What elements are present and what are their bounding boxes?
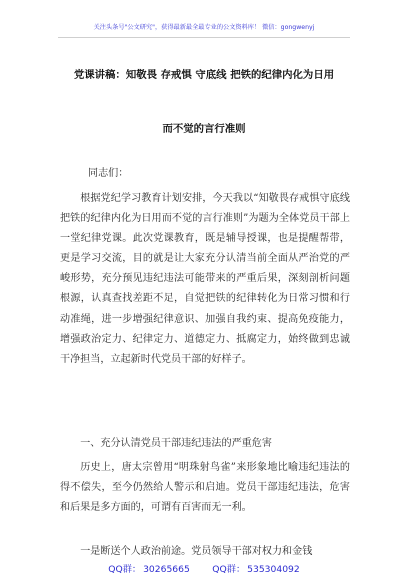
document-title-line-2: 而不觉的言行准则 — [162, 123, 246, 135]
paragraph-history: 历史上，唐太宗曾用“明珠射鸟雀”来形象地比喻违纪违法的得不偿失，至今仍然给人警示和启迪。党员干部违纪违法，危害和后果是多方面的，可谓有百害而无一利。 — [60, 462, 350, 514]
paragraph-intro: 根据党纪学习教育计划安排，今天我以“知敬畏存戒惧守底线把铁的纪律内化为日用而不觉的言行准则”为题为全体党员干部上一堂纪律党课。此次党课教育，既是辅导授课，也是提醒帮带，更是学习交流，目的就是让大家充分认清当前全面从严治党的严峻形势，充分预见违纪违法可能带来的严重后果，深刻剖析问题根源，认真查找差距不足，自觉把铁的纪律转化为日常习惯和行动准绳，进一步增强纪律意识、加强自我约束、提高免疫能力，增强政治定力、纪律定力、道德定力、抵腐定力，始终做到忠诚干净担当，立起新时代党员干部的好样子。 — [60, 193, 350, 365]
header-divider — [58, 37, 350, 38]
paragraph-point-one: 一是断送个人政治前途。党员领导干部对权力和金钱 — [80, 546, 313, 557]
footer-qq-label-1: QQ群： — [108, 564, 142, 575]
footer-qq-number-1: 30265665 — [143, 564, 190, 575]
footer-qq-label-2: QQ群： — [212, 564, 246, 575]
document-title-line-1: 党课讲稿：知敬畏 存戒惧 守底线 把铁的纪律内化为日用 — [73, 69, 335, 81]
footer-contact — [0, 561, 408, 575]
salutation: 同志们： — [88, 168, 129, 179]
footer-qq-number-2: 535304092 — [247, 564, 300, 575]
header-promo-text: 关注头条号"公文研究"，获得最新最全最专业的公文资料库！ 微信：gongwenyj — [93, 24, 315, 31]
section-heading: 一、充分认清党员干部违纪违法的严重危害 — [80, 438, 272, 449]
